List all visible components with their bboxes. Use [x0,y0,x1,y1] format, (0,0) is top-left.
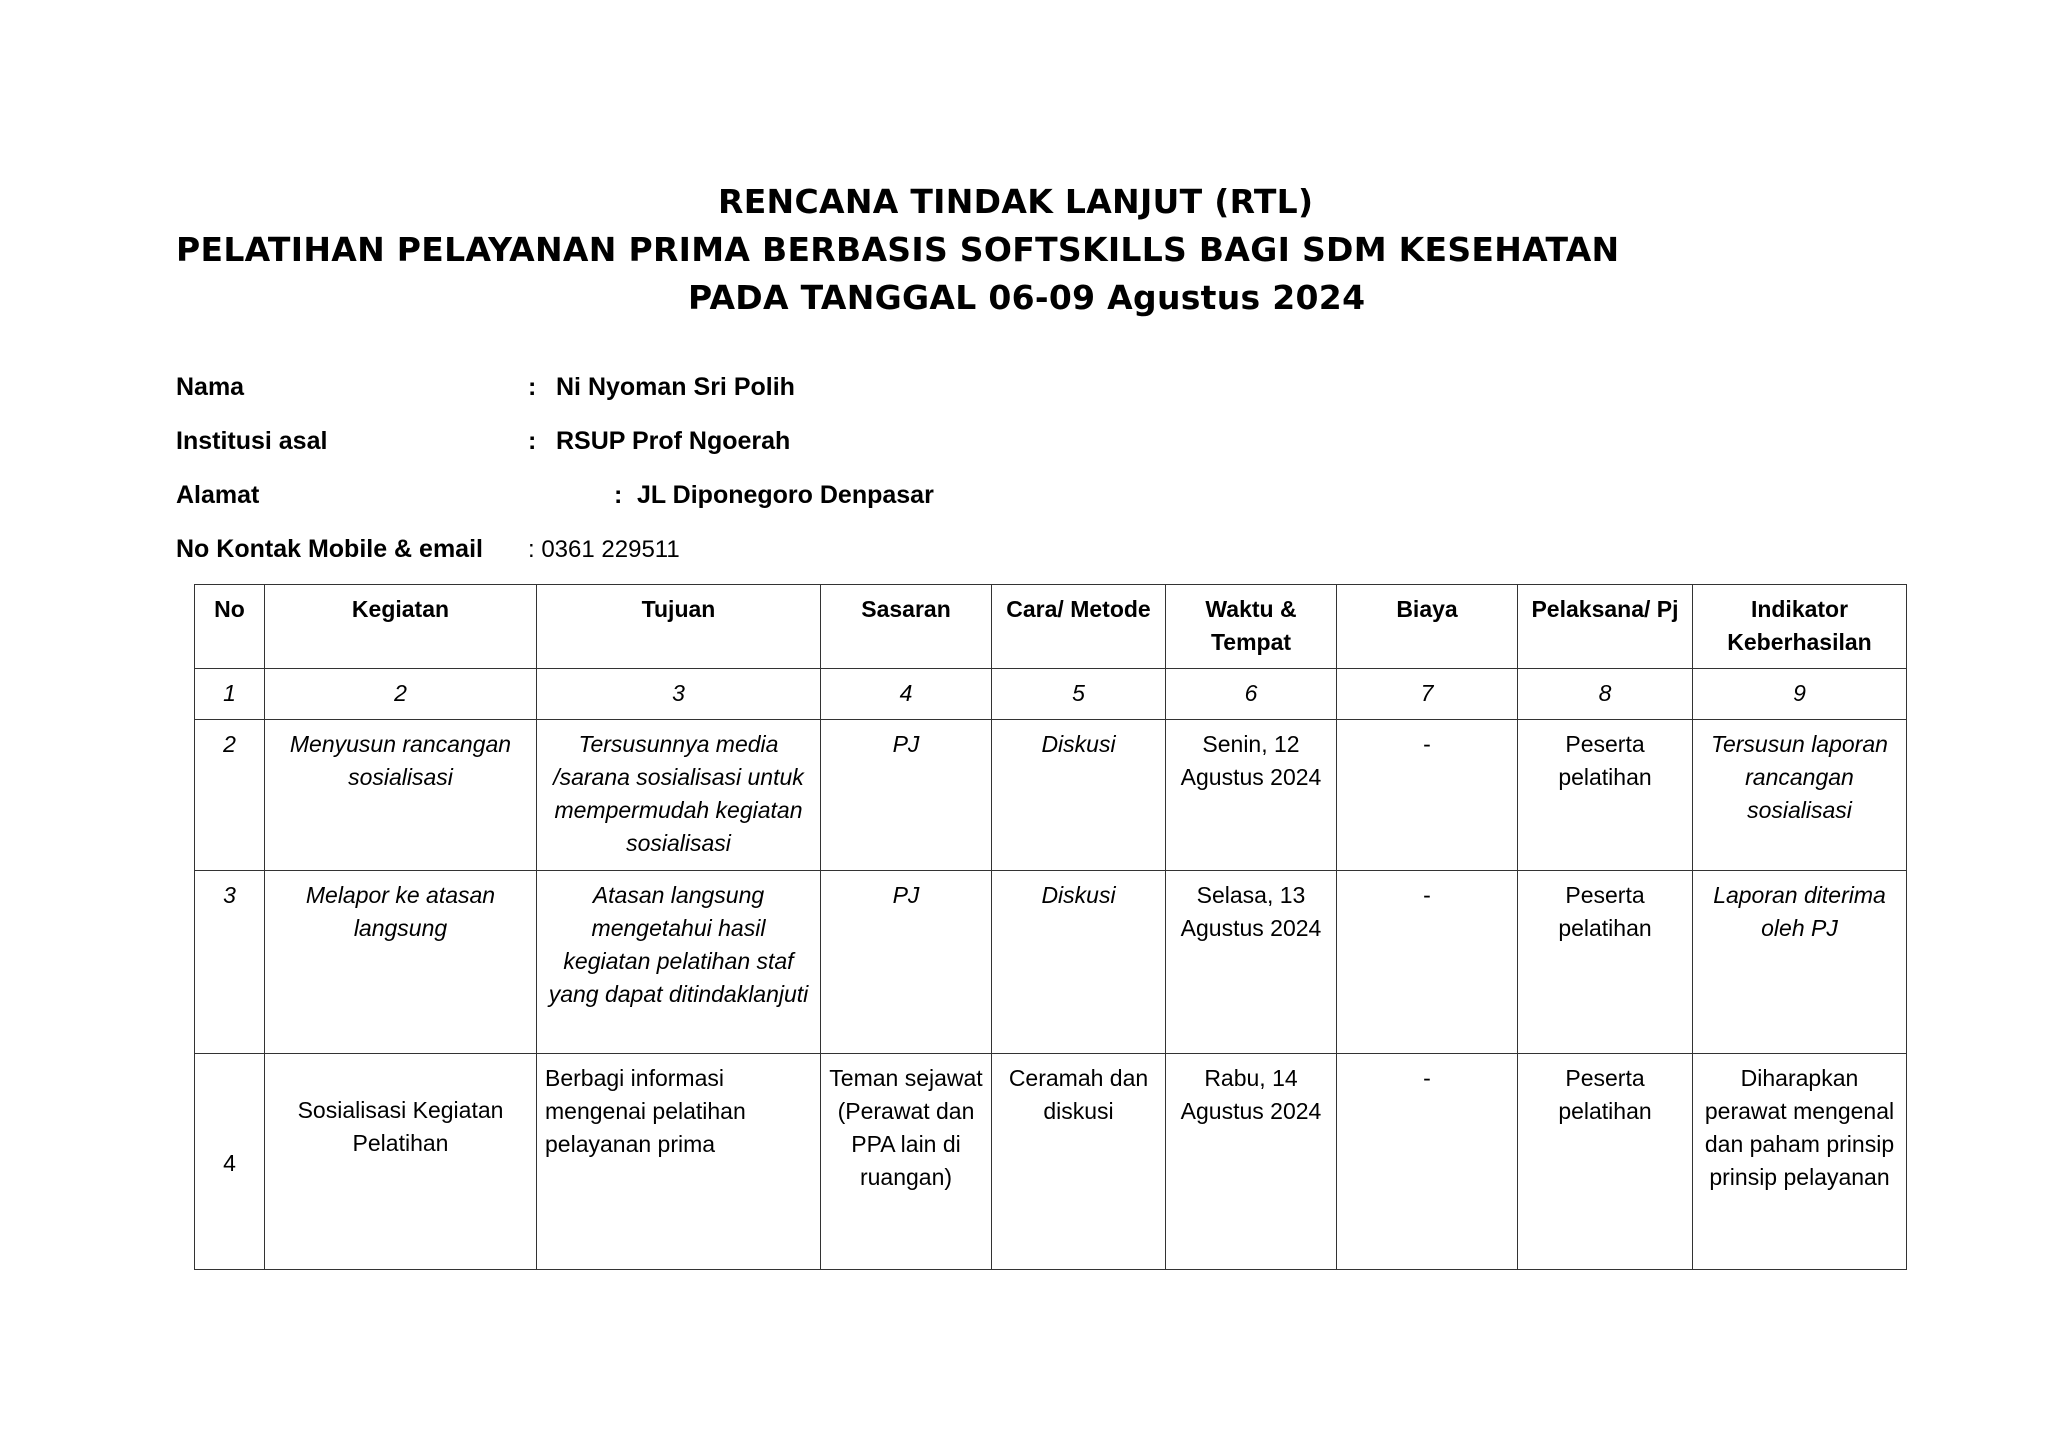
table-row [195,720,1907,871]
column-number-row [195,669,1907,720]
header-tujuan: Tujuan [537,585,821,669]
cell-kegiatan: Menyusun rancangan sosialisasi [265,720,537,871]
header-indikator: Indikator Keberhasilan [1693,585,1907,669]
header-kegiatan: Kegiatan [265,585,537,669]
column-number: 1 [195,669,265,720]
alamat-colon: : [614,481,623,509]
column-number: 3 [537,669,821,720]
column-number: 9 [1693,669,1907,720]
cell-sasaran: PJ [821,720,992,871]
kontak-value: : 0361 229511 [528,536,680,563]
title-line-1: RENCANA TINDAK LANJUT (RTL) [718,182,1314,221]
cell-no: 4 [195,1054,265,1270]
table-header-row [195,585,1907,669]
alamat-value: JL Diponegoro Denpasar [637,481,934,509]
column-number: 5 [992,669,1166,720]
header-biaya: Biaya [1337,585,1518,669]
kontak-label: No Kontak Mobile & email [176,535,483,563]
cell-metode: Ceramah dan diskusi [992,1054,1166,1270]
nama-label: Nama [176,373,245,401]
column-number: 2 [265,669,537,720]
rtl-table [194,584,1907,1270]
cell-indikator: Diharapkan perawat mengenal dan paham prinsip prinsip pelayanan [1693,1054,1907,1270]
cell-metode: Diskusi [992,871,1166,1054]
nama-value: Ni Nyoman Sri Polih [556,373,795,401]
institusi-colon: : [528,427,537,455]
cell-sasaran: Teman sejawat (Perawat dan PPA lain di ruangan) [821,1054,992,1270]
column-number: 8 [1518,669,1693,720]
cell-biaya: - [1337,1054,1518,1270]
title-line-2: PELATIHAN PELAYANAN PRIMA BERBASIS SOFTSKILLS BAGI SDM KESEHATAN [176,230,1620,269]
cell-pelaksana: Peserta pelatihan [1518,871,1693,1054]
cell-waktu: Selasa, 13 Agustus 2024 [1166,871,1337,1054]
cell-tujuan: Tersusunnya media /sarana sosialisasi untuk mempermudah kegiatan sosialisasi [537,720,821,871]
cell-no: 3 [195,871,265,1054]
column-number: 4 [821,669,992,720]
column-number: 6 [1166,669,1337,720]
cell-biaya: - [1337,720,1518,871]
cell-kegiatan: Sosialisasi Kegiatan Pelatihan [265,1054,537,1270]
table-row [195,1054,1907,1270]
header-pelaksana: Pelaksana/ Pj [1518,585,1693,669]
cell-waktu: Rabu, 14 Agustus 2024 [1166,1054,1337,1270]
cell-indikator: Tersusun laporan rancangan sosialisasi [1693,720,1907,871]
header-metode: Cara/ Metode [992,585,1166,669]
cell-pelaksana: Peserta pelatihan [1518,720,1693,871]
alamat-label: Alamat [176,481,260,509]
cell-biaya: - [1337,871,1518,1054]
header-sasaran: Sasaran [821,585,992,669]
institusi-value: RSUP Prof Ngoerah [556,427,791,455]
cell-kegiatan: Melapor ke atasan langsung [265,871,537,1054]
cell-no: 2 [195,720,265,871]
cell-waktu: Senin, 12 Agustus 2024 [1166,720,1337,871]
table-row [195,871,1907,1054]
title-line-3: PADA TANGGAL 06-09 Agustus 2024 [688,278,1366,317]
cell-indikator: Laporan diterima oleh PJ [1693,871,1907,1054]
cell-tujuan: Atasan langsung mengetahui hasil kegiatan pelatihan staf yang dapat ditindaklanjuti [537,871,821,1054]
cell-metode: Diskusi [992,720,1166,871]
cell-tujuan: Berbagi informasi mengenai pelatihan pelayanan prima [537,1054,821,1270]
header-waktu: Waktu & Tempat [1166,585,1337,669]
institusi-label: Institusi asal [176,427,328,455]
nama-colon: : [528,373,537,401]
cell-pelaksana: Peserta pelatihan [1518,1054,1693,1270]
column-number: 7 [1337,669,1518,720]
cell-sasaran: PJ [821,871,992,1054]
header-no: No [195,585,265,669]
